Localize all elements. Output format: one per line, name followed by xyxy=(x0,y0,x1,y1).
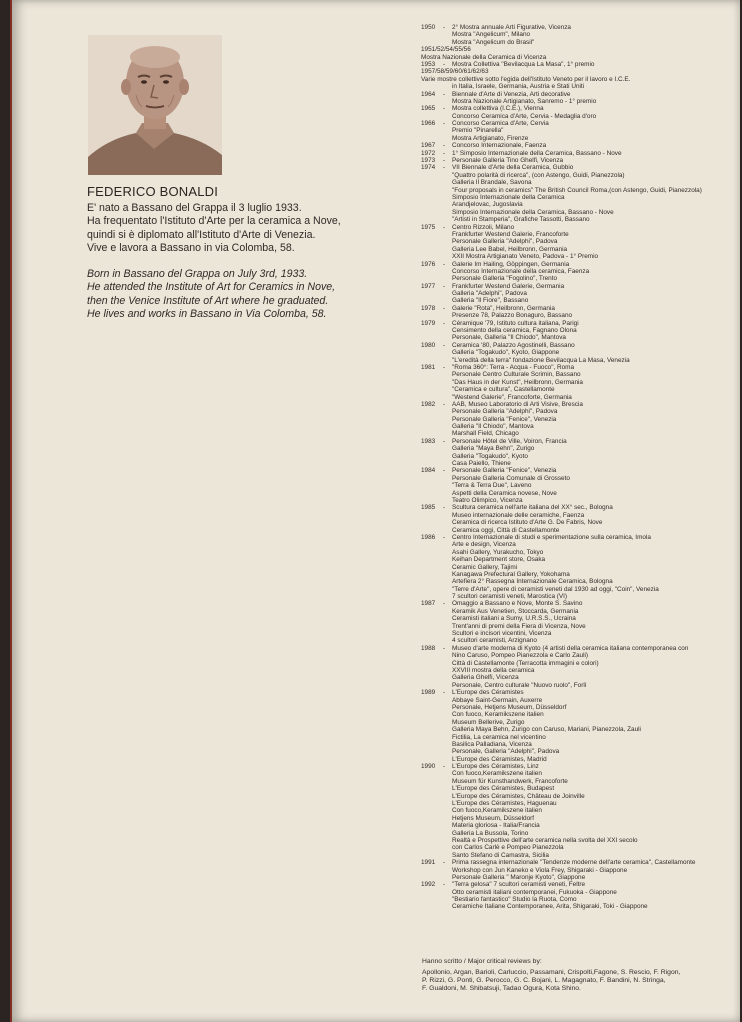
timeline-text: Personale Galleria "Fogolino", Trento xyxy=(452,275,558,283)
timeline-text: "Artisti in Stamperia", Grafiche Tassotti, Bassano xyxy=(452,216,590,224)
artist-name: FEDERICO BONALDI xyxy=(87,184,219,199)
timeline-text: Basilica Palladiana, Vicenza xyxy=(452,740,532,748)
timeline-dash: - xyxy=(443,60,446,68)
timeline-text: "Das Haus in der Kunst", Heilbronn, Germania xyxy=(452,378,583,386)
timeline-text: XXII Mostra Artigianato Veneto, Padova - 1° Premio xyxy=(452,253,599,261)
timeline-text: Ceramiche Italiane Contemporanee, Arita, Shigaraki, Toki - Giappone xyxy=(452,903,648,911)
critics-heading: Hanno scritto / Major critical reviews by: xyxy=(422,958,542,965)
biography-italian xyxy=(87,202,387,256)
timeline-entry xyxy=(421,164,739,223)
timeline-text: Galleria "Adelphi", Padova xyxy=(452,290,527,298)
timeline-text: Varie mostre collettive sotto l'egida dell'Istituto Veneto per il lavoro e I.C.E. xyxy=(421,75,631,83)
timeline-text: Nino Caruso, Pompeo Pianezzola e Carlo Zauli) xyxy=(452,652,589,660)
timeline-text: Personale Galleria Comunale di Grosseto xyxy=(452,474,570,482)
timeline-text: Trent'anni di premi della Fiera di Vicenza, Nove xyxy=(452,622,586,630)
timeline-year: 1990 xyxy=(421,763,436,771)
timeline-text: Asahi Gallery, Yurakucho, Tokyo xyxy=(452,548,544,556)
timeline-text: Personale Galleria Tino Ghelfi, Vicenza xyxy=(452,157,564,165)
timeline-dash: - xyxy=(443,689,446,697)
timeline-text: Realtà e Prospettive dell'arte ceramica nella svolta del XXI secolo xyxy=(452,836,638,844)
timeline-text: Simposio Internazionale della Ceramica xyxy=(452,193,565,201)
timeline-text: con Carlos Carlè e Pompeo Pianezzola xyxy=(452,844,564,852)
timeline-text: "Roma 360°: Terra - Acqua - Fuoco", Roma xyxy=(452,363,575,371)
timeline-text: L'Europe des Céramistes, Château de Joinville xyxy=(452,792,585,800)
biography-english xyxy=(87,268,387,322)
timeline-entry xyxy=(421,364,739,401)
timeline-entry xyxy=(421,68,739,90)
timeline-text: Aspetti della Ceramica novese, Nove xyxy=(452,489,557,497)
timeline-year: 1989 xyxy=(421,689,436,697)
timeline-text: Mostra Artigianato, Firenze xyxy=(452,134,529,142)
timeline-year: 1987 xyxy=(421,600,436,608)
timeline-entry xyxy=(421,320,739,342)
timeline-text: "Bestiario fantastico" Studio la Ruota, Como xyxy=(452,896,577,904)
timeline-year: 1980 xyxy=(421,341,436,349)
timeline-text: Casa Paiello, Thiene xyxy=(452,460,511,468)
timeline-text: XXVIII mostra della ceramica xyxy=(452,666,535,674)
timeline-text: Personale Centro Culturale Scrimin, Bassano xyxy=(452,371,581,379)
timeline-entry xyxy=(421,689,739,763)
bio-en-line: He lives and works in Bassano in Via Colomba, 58. xyxy=(87,308,327,321)
timeline-text: Ceramic Gallery, Tajimi xyxy=(452,563,518,571)
timeline-text: Museum für Kunsthandwerk, Francoforte xyxy=(452,777,568,785)
timeline-year: 1982 xyxy=(421,400,436,408)
timeline-dash: - xyxy=(443,282,446,290)
timeline-entry xyxy=(421,157,739,164)
timeline-text: Kanagawa Prefectural Gallery, Yokohama xyxy=(452,570,570,578)
timeline-text: Concorso Ceramica d'Arte, Cervia - Medaglia d'oro xyxy=(452,112,597,120)
timeline-text: L'Europe des Céramistes, Haguenau xyxy=(452,800,557,808)
timeline-text: Concorso Internazionale della ceramica, Faenza xyxy=(452,267,590,275)
timeline-text: Galerie Im Hailing, Göppingen, Germania xyxy=(452,260,570,268)
timeline-dash: - xyxy=(443,142,446,150)
timeline-text: Con fuoco,Keramikszene italien xyxy=(452,807,542,815)
timeline-dash: - xyxy=(443,400,446,408)
timeline-dash: - xyxy=(443,223,446,231)
timeline-text: Keihan Department store, Osaka xyxy=(452,556,546,564)
timeline-text: L'Europe des Céramistes, Linz xyxy=(452,763,539,771)
critics-line: F. Gualdoni, M. Shibatsuji, Tadao Ogura, Kota Shino. xyxy=(422,985,581,992)
timeline-dash: - xyxy=(443,105,446,113)
timeline-text: Arte e design, Vicenza xyxy=(452,541,516,549)
timeline-text: Con fuoco,Keramikszene italien xyxy=(452,770,542,778)
timeline-entry xyxy=(421,120,739,142)
critical-reviews xyxy=(422,958,732,993)
timeline-text: Marshall Field, Chicago xyxy=(452,430,519,438)
timeline-entry xyxy=(421,600,739,644)
timeline-text: Otto ceramisti italiani contemporanei, Fukuoka - Giappone xyxy=(452,888,617,896)
timeline-text: Mostra "Angelicum", Milano xyxy=(452,31,531,39)
timeline-text: Prima rassegna internazionale "Tendenze moderne dell'arte ceramica", Castellamonte xyxy=(452,859,696,867)
timeline-text: Presenze 78, Palazzo Bonaguro, Bassano xyxy=(452,312,573,320)
timeline-text: Santo Stefano di Camastra, Sicilia xyxy=(452,851,549,859)
timeline-year: 1977 xyxy=(421,282,436,290)
timeline-year: 1957/58/59/60/61/62/63 xyxy=(421,68,489,76)
timeline-dash: - xyxy=(443,157,446,165)
timeline-text: 2° Mostra annuale Arti Figurative, Vicenza xyxy=(452,24,571,31)
timeline-entry xyxy=(421,142,739,149)
timeline-text: Galleria "Togakudo", Kyoto xyxy=(452,452,528,460)
timeline-text: Concorso Ceramica d'Arte, Cervia xyxy=(452,120,549,128)
timeline-year: 1973 xyxy=(421,157,436,165)
timeline-text: Scultori e incisori vicentini, Vicenza xyxy=(452,630,552,638)
timeline-text: L'Europe des Céramistes xyxy=(452,689,524,697)
timeline-text: Personale, Galleria "Adelphi", Padova xyxy=(452,748,560,756)
timeline-entry xyxy=(421,401,739,438)
timeline-entry xyxy=(421,504,739,534)
timeline-text: L'Europe des Céramistes, Madrid xyxy=(452,755,547,763)
timeline-text: Teatro Olimpico, Vicenza xyxy=(452,497,523,504)
bio-en-line: Born in Bassano del Grappa on July 3rd, 1933. xyxy=(87,268,308,280)
timeline-year: 1976 xyxy=(421,260,436,268)
bio-it-line: Vive e lavora a Bassano in via Colomba, 58. xyxy=(87,242,295,255)
timeline-dash: - xyxy=(443,120,446,128)
timeline-text: Omaggio a Bassano e Nove, Monte S. Savino xyxy=(452,600,583,608)
timeline-year: 1974 xyxy=(421,164,436,172)
timeline-dash: - xyxy=(443,644,446,652)
timeline-text: Centro Internazionale di studi e sperimentazione sulla ceramica, Imola xyxy=(452,533,651,541)
timeline-dash: - xyxy=(443,533,446,541)
timeline-text: Personale Galleria "Fenice", Venezia xyxy=(452,415,557,423)
timeline-text: "Terre d'Arte", opere di ceramisti veneti dal 1930 ad oggi, "Coin", Venezia xyxy=(452,585,659,593)
timeline-text: Personale, Hetjens Museum, Düsseldorf xyxy=(452,703,567,711)
timeline-text: Personale Galleria " Maronje Kyoto", Giappone xyxy=(452,873,586,881)
timeline-dash: - xyxy=(443,319,446,327)
timeline-text: in Italia, Israele, Germania, Austria e Stati Uniti xyxy=(452,83,585,91)
timeline-dash: - xyxy=(443,763,446,771)
timeline-text: Museo internazionale delle ceramiche, Faenza xyxy=(452,511,585,519)
timeline-text: Fictilia, La ceramica nel vicentino xyxy=(452,733,546,741)
timeline-entry xyxy=(421,881,739,911)
timeline-year: 1984 xyxy=(421,467,436,475)
timeline-text: Biennale d'Arte di Venezia, Arti decorative xyxy=(452,90,571,98)
timeline-text: "Terra gelosa" 7 scultori ceramisti veneti, Feltre xyxy=(452,881,586,889)
timeline-text: Ceramica oggi, Città di Castellamonte xyxy=(452,526,560,534)
timeline-text: Galleria La Bussola, Torino xyxy=(452,829,529,837)
timeline-text: Galleria "Il Chiodo", Mantova xyxy=(452,423,534,431)
timeline-entry xyxy=(421,305,739,320)
timeline-text: Museo d'arte moderna di Kyoto (4 artisti della ceramica italiana contemporanea con xyxy=(452,644,689,652)
exhibition-timeline xyxy=(421,24,739,911)
timeline-year: 1975 xyxy=(421,223,436,231)
timeline-entry xyxy=(421,91,739,106)
timeline-entry xyxy=(421,46,739,61)
timeline-text: Censimento della ceramica, Fagnano Olona xyxy=(452,327,577,335)
timeline-text: Galleria "Togakudo", Kyoto, Giappone xyxy=(452,349,560,357)
timeline-entry xyxy=(421,534,739,601)
critics-line: P. Rizzi, G. Ponti, G. Perocco, G. C. Bojani, L. Magagnato, F. Bandini, N. Stringa, xyxy=(422,977,666,984)
timeline-text: Personale, Centro culturale "Nuovo ruolo", Forlì xyxy=(452,681,587,689)
timeline-dash: - xyxy=(443,149,446,157)
timeline-dash: - xyxy=(443,859,446,867)
timeline-entry xyxy=(421,61,739,68)
timeline-text: Ceramisti italiani a Sumy, U.R.S.S., Ucraina xyxy=(452,615,576,623)
timeline-year: 1966 xyxy=(421,120,436,128)
timeline-text: Abbaye Saint-Germain, Auxerre xyxy=(452,696,543,704)
timeline-text: Simposio Internazionale della Ceramica, Bassano - Nove xyxy=(452,208,614,216)
timeline-dash: - xyxy=(443,504,446,512)
timeline-dash: - xyxy=(443,600,446,608)
timeline-text: Mostra Nazionale della Ceramica di Vicenza xyxy=(421,53,547,61)
timeline-text: Personale Galleria "Adelphi", Padova xyxy=(452,238,558,246)
timeline-text: Workshop con Jun Kaneko e Viola Frey, Shigaraki - Giappone xyxy=(452,866,628,874)
timeline-text: "L'eredità della terra" fondazione Bevilacqua La Masa, Venezia xyxy=(452,356,630,364)
timeline-text: Galleria Maya Behn, Zurigo con Caruso, Mariani, Pianezzola, Zauli xyxy=(452,726,641,734)
timeline-text: Galleria Il Brandale, Savona xyxy=(452,179,532,187)
timeline-year: 1951/52/54/55/56 xyxy=(421,46,471,54)
timeline-text: Arandjelovac, Jugoslavia xyxy=(452,201,523,209)
timeline-entry xyxy=(421,763,739,859)
timeline-year: 1986 xyxy=(421,533,436,541)
timeline-dash: - xyxy=(443,260,446,268)
timeline-entry xyxy=(421,105,739,120)
timeline-text: Centro Rizzoli, Milano xyxy=(452,223,515,231)
bio-it-line: quindi si è diplomato all'Istituto d'Arte di Venezia. xyxy=(87,228,316,241)
timeline-text: Mostra Collettiva "Bevilacqua La Masa", 1° premio xyxy=(452,60,595,68)
timeline-dash: - xyxy=(443,467,446,475)
timeline-text: Materia gloriosa - Italia/Francia xyxy=(452,822,540,830)
timeline-dash: - xyxy=(443,90,446,98)
timeline-text: Museum Bellerive, Zurigo xyxy=(452,718,525,726)
timeline-text: Céramique '79, Istituto cultura italiana, Parigi xyxy=(452,319,579,327)
timeline-text: Galleria "Il Fiore", Bassano xyxy=(452,297,529,305)
bio-en-line: then the Venice Institute of Art where he graduated. xyxy=(87,294,329,307)
timeline-text: Concorso Internazionale, Faenza xyxy=(452,142,547,150)
timeline-year: 1967 xyxy=(421,142,436,150)
timeline-year: 1979 xyxy=(421,319,436,327)
timeline-text: Città di Castellamonte (Terracotta immagini e colori) xyxy=(452,659,599,667)
timeline-text: Galleria "Maya Behn", Zurigo xyxy=(452,445,535,453)
timeline-year: 1972 xyxy=(421,149,436,157)
timeline-year: 1988 xyxy=(421,644,436,652)
timeline-dash: - xyxy=(443,363,446,371)
timeline-text: Personale, Galleria "Il Chiodo", Mantova xyxy=(452,334,566,342)
timeline-text: Mostra Nazionale Artigianato, Sanremo - 1° premio xyxy=(452,97,597,105)
timeline-text: Personale Hôtel de Ville, Voiron, Francia xyxy=(452,437,567,445)
timeline-text: Ceramica di ricerca Istituto d'Arte G. De Fabris, Nove xyxy=(452,519,603,527)
timeline-year: 1953 xyxy=(421,60,436,68)
timeline-entry xyxy=(421,283,739,305)
timeline-text: Keramik Aus Venetien, Stoccarda, Germania xyxy=(452,607,579,615)
timeline-dash: - xyxy=(443,437,446,445)
timeline-entry xyxy=(421,261,739,283)
timeline-text: L'Europe des Céramistes, Budapest xyxy=(452,785,555,793)
timeline-text: Scultura ceramica nell'arte italiana del XX° sec., Bologna xyxy=(452,504,613,512)
timeline-entry xyxy=(421,24,739,46)
timeline-year: 1985 xyxy=(421,504,436,512)
timeline-year: 1981 xyxy=(421,363,436,371)
timeline-dash: - xyxy=(443,341,446,349)
timeline-text: "Terra & Terra Due", Laveno xyxy=(452,482,532,490)
timeline-year: 1965 xyxy=(421,105,436,113)
timeline-text: Galleria Ghelfi, Vicenza xyxy=(452,674,519,682)
timeline-entry xyxy=(421,342,739,364)
timeline-text: Hetjens Museum, Düsseldorf xyxy=(452,814,535,822)
timeline-text: "Westend Galerie", Francoforte, Germania xyxy=(452,393,572,401)
timeline-entry xyxy=(421,438,739,468)
timeline-text: Personale Galleria "Adelphi", Padova xyxy=(452,408,558,416)
timeline-dash: - xyxy=(443,24,446,31)
timeline-text: Premio "Pinarella" xyxy=(452,127,504,135)
timeline-text: 1° Simposio Internazionale della Ceramica, Bassano - Nove xyxy=(452,149,622,157)
critics-line: Apollonio, Argan, Barioli, Carluccio, Passamani, Crispolti,Fagone, S. Rescio, F. Rigon, xyxy=(422,969,681,976)
timeline-text: VII Biennale d'Arte della Ceramica, Gubbio xyxy=(452,164,574,172)
timeline-text: 7 scultori ceramisti veneti, Marostica (VI) xyxy=(452,593,568,601)
timeline-year: 1950 xyxy=(421,24,436,31)
timeline-entry xyxy=(421,150,739,157)
timeline-dash: - xyxy=(443,164,446,172)
timeline-text: Galerie "Rota", Heilbronn, Germania xyxy=(452,304,555,312)
timeline-text: Con fuoco, Keramikszene italien xyxy=(452,711,544,719)
timeline-dash: - xyxy=(443,304,446,312)
timeline-year: 1978 xyxy=(421,304,436,312)
bio-it-line: Ha frequentato l'Istituto d'Arte per la ceramica a Nove, xyxy=(87,215,341,228)
timeline-text: Frankfurter Westend Galerie, Francoforte xyxy=(452,230,569,238)
timeline-entry xyxy=(421,467,739,504)
timeline-text: 4 scultori ceramisti, Arzignano xyxy=(452,637,537,645)
timeline-entry xyxy=(421,224,739,261)
timeline-text: "Ceramica e cultura", Castellamonte xyxy=(452,386,555,394)
timeline-text: Galleria Lee Babel, Heilbronn, Germania xyxy=(452,245,568,253)
timeline-year: 1964 xyxy=(421,90,436,98)
timeline-text: Mostra "Angelicum do Brasil" xyxy=(452,38,535,46)
timeline-year: 1991 xyxy=(421,859,436,867)
timeline-text: Frankfurter Westend Galerie, Germania xyxy=(452,282,565,290)
artist-portrait xyxy=(88,35,222,175)
timeline-text: AAB, Museo Laboratorio di Arti Visive, Brescia xyxy=(452,400,583,408)
timeline-dash: - xyxy=(443,881,446,889)
timeline-text: "Four proposals in ceramics" The British Council Roma,(con Astengo, Guidi, Pianezzola) xyxy=(452,186,702,194)
timeline-text: Mostra collettiva (I.C.E.), Vienna xyxy=(452,105,544,113)
timeline-entry xyxy=(421,645,739,689)
timeline-entry xyxy=(421,859,739,881)
timeline-text: "Quattro polarità di ricerca", (con Astengo, Guidi, Pianezzola) xyxy=(452,171,625,179)
timeline-text: Personale Galleria "Fenice", Venezia xyxy=(452,467,557,475)
timeline-text: Artefiera 2° Rassegna Internazionale Ceramica, Bologna xyxy=(452,578,613,586)
timeline-year: 1983 xyxy=(421,437,436,445)
bio-en-line: He attended the Institute of Art for Ceramics in Nove, xyxy=(87,281,336,294)
timeline-text: Ceramica '80, Palazzo Agostinelli, Bassano xyxy=(452,341,575,349)
bio-it-line: E' nato a Bassano del Grappa il 3 luglio 1933. xyxy=(87,202,302,214)
timeline-year: 1992 xyxy=(421,881,436,889)
portrait-image xyxy=(88,35,222,175)
